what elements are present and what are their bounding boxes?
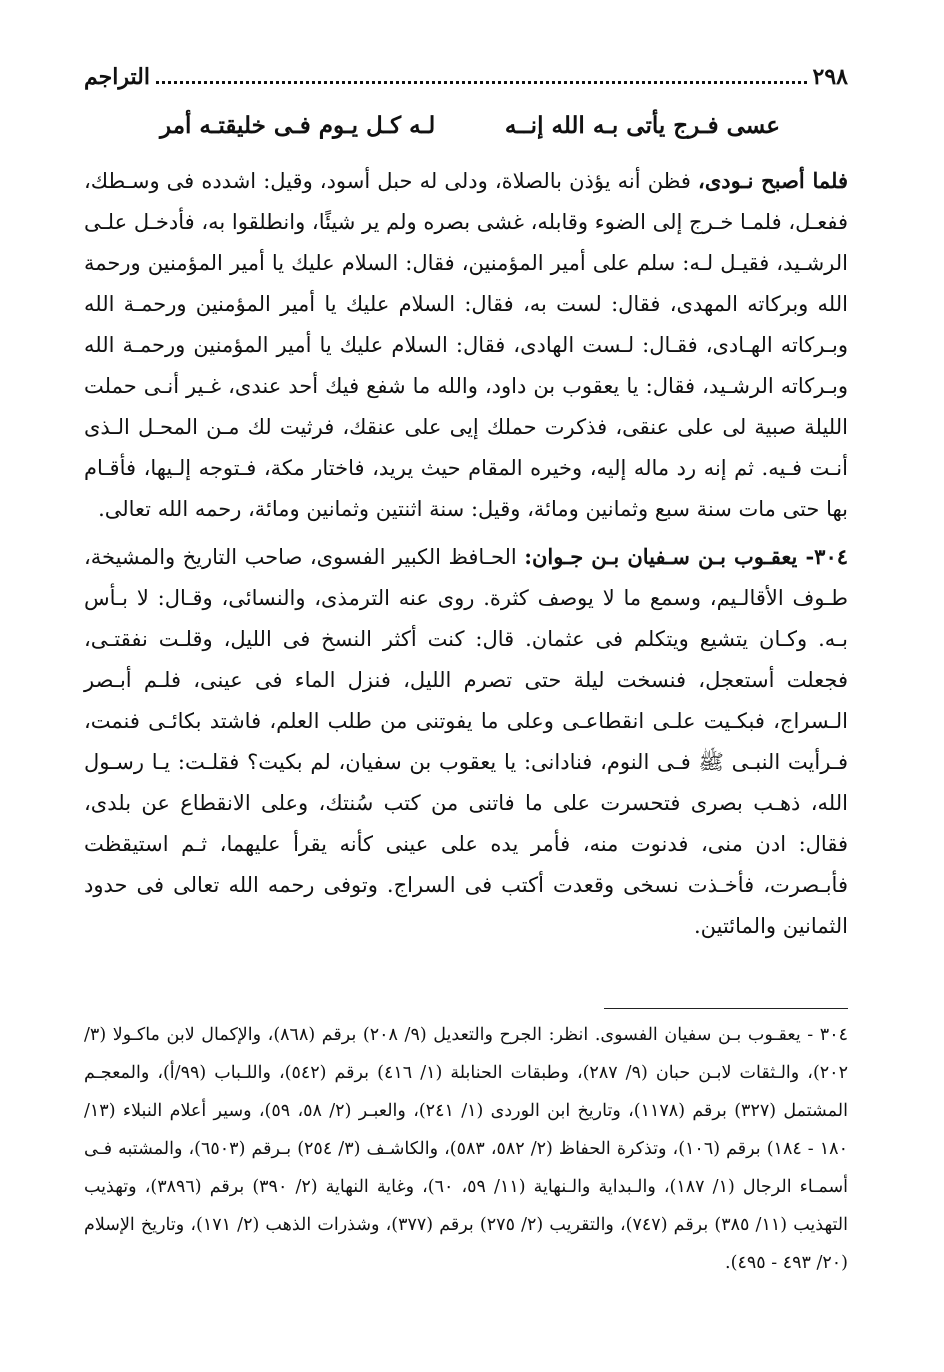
paragraph-body: فظن أنه يؤذن بالصلاة، ودلى له حبل أسود، وقيل: اشدده فى وسـطك، ففعـل، فلمـا خـرج إلى الضوء وقابله، غشى بصره ولم ير شيئًا، وانطلقوا به، فأدخـل علـى الرشـيد، فقيـل لـه: سلم على أمير المؤمنين، فقال: السلام عليك يا أمير المؤمنين ورحمة الله وبركاته المهدى، فقال: لست به، فقال: السلام عليك يا أمير المؤمنين ورحمـة الله وبـركاته الهـادى، فقـال: لـست الهادى، فقال: السلام عليك يا أمير المؤمنين ورحمـة الله وبـركاته الرشـيد، فقال: يا يعقوب بن داود، والله ما شفع فيك أحد عندى، غـير أنـى حملت الليلة صبية لى على عنقى، فذكرت حملك إيى على عنقك، فرثيت لك مـن المحـل الـذى أنـت فـيه. ثم إنه رد ماله إليه، وخيره المقام حيث يريد، فاختار مكة، فـتوجه إلـيها، فأقـام بها حتى مات سنة سبع وثمانين ومائة، وقيل: سنة اثنتين وثمانين ومائة، رحمه الله تعالى.: [84, 169, 848, 521]
paragraph-continuation: [84, 160, 848, 530]
entry-heading: ٣٠٤- يعقـوب بـن سـفيان بـن جـوان:: [524, 544, 849, 569]
footnote-text: ٣٠٤ - يعقـوب بـن سفيان الفسوى. انظر: الجرح والتعديل (٩/ ٢٠٨) برقم (٨٦٨)، والإكمال لابن ماكـولا (٣/ ٢٠٢)، والـثقات لابـن حبان (٩/ ٢٨٧)، وطبقات الحنابلة (١/ ٤١٦) برقم (٥٤٢)، واللـباب (٩٩/أ)، والمعجـم المشتمل (٣٢٧) برقم (١١٧٨)، وتاريخ ابن الوردى (١/ ٢٤١)، والعبـر (٢/ ٥٨، ٥٩)، وسير أعلام النبلاء (١٣/ ١٨٠ - ١٨٤) برقم (١٠٦)، وتذكرة الحفاظ (٢/ ٥٨٢، ٥٨٣)، والكاشـف (٣/ ٢٥٤) بـرقم (٦٥٠٣)، والمشتبه فـى أسمـاء الرجال (١/ ١٨٧)، والـبداية والـنهاية (١١/ ٥٩، ٦٠)، وغاية النهاية (٢/ ٣٩٠) برقم (٣٨٩٦)، وتهذيب التهذيب (١١/ ٣٨٥) برقم (٧٤٧)، والتقريب (٢/ ٢٧٥) برقم (٣٧٧)، وشذرات الذهب (٢/ ١٧١)، وتاريخ الإسلام (٢٠/ ٤٩٣ - ٤٩٥).: [84, 1025, 848, 1273]
paragraph-lead-phrase: فلما أصبح نـودى،: [698, 168, 849, 193]
running-header: [84, 52, 848, 92]
poem-second-hemistich: لـه كـل يـوم فـى خليقتـه أمر: [160, 111, 436, 139]
page-number: ٢٩٨: [812, 64, 848, 90]
section-title: التراجم: [84, 64, 150, 90]
footnote: [84, 1016, 848, 1282]
poem-first-hemistich: عسى فـرج يأتى بـه الله إنــه: [504, 111, 780, 139]
entry-body: الحـافظ الكبير الفسوى، صاحب التاريخ والمشيخة، طـوف الأقالـيم، وسمع ما لا يوصف كثرة. روى عنه الترمذى، والنسائى، وقـال: لا بـأس بـه. وكـان يتشيع ويتكلم فى عثمان. قال: كنت أكثر النسخ فى الليل، وقلـت نفقتـى، فجعلت أستعجل، فنسخت ليلة حتى تصرم الليل، فنزل الماء فى عينى، فلـم أبـصر الـسراج، فبكـيت علـى انقطاعـى وعلى ما يفوتنى من طلب العلم، فاشتد بكائـى فنمت، فـرأيت النبـى ﷺ فـى النوم، فنادانى: يا يعقوب بن سفيان، لم بكيت؟ فقلـت: يـا رسـول الله، ذهـب بصرى فتحسرت على ما فاتنى من كتب سُنتك، وعلى الانقطاع عن بلدى، فقال: ادن منى، فدنوت منه، فأمر يده على عينى كأنه يقرأ عليهما، ثـم استيقظت فأبـصرت، فأخـذت نسخى وقعدت أكتب فى السراج. وتوفى رحمه الله تعالى فى حدود الثمانين والمائتين.: [84, 545, 848, 938]
footnote-separator: [604, 1008, 848, 1009]
header-dotted-leader: [156, 81, 807, 84]
poem-verse: [160, 104, 780, 146]
biography-entry-304: [84, 536, 848, 947]
main-text: [84, 160, 848, 947]
